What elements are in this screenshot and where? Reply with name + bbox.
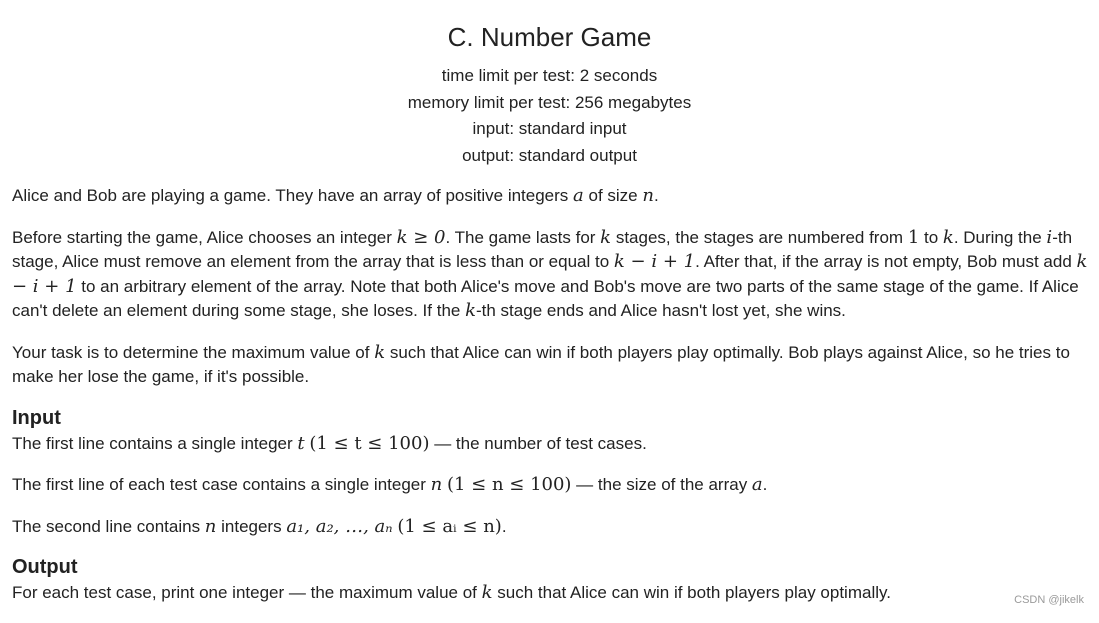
math-t-range: (1 ≤ t ≤ 100) (309, 432, 430, 454)
input-section-title: Input (12, 406, 61, 429)
statement-paragraph-3 (12, 341, 1090, 390)
text: stages, the stages are numbered from (611, 227, 908, 247)
math-a: a (751, 474, 763, 495)
text: . The game lasts for (445, 227, 601, 247)
problem-title: C. Number Game (447, 22, 652, 52)
math-k-ge-0: k ≥ 0 (396, 226, 446, 248)
text: The first line contains a single integer (12, 433, 298, 453)
text: Alice and Bob are playing a game. They have an array of positive integers (12, 186, 574, 205)
input-line-1 (12, 432, 1090, 457)
problem-header (0, 20, 1099, 169)
text: such that Alice can win if both players play optimally. (492, 583, 891, 602)
text: -th stage ends and Alice hasn't lost yet, she wins. (476, 301, 846, 320)
text: Your task is to determine the maximum value of (12, 342, 375, 362)
input-spec: input: standard input (472, 119, 627, 138)
math-n: n (430, 474, 443, 495)
time-limit: time limit per test: 2 seconds (441, 66, 658, 85)
text: of size (583, 186, 643, 205)
math-t: t (297, 432, 305, 454)
text: to (919, 227, 943, 247)
problem-statement (12, 184, 1090, 623)
math-n-range: (1 ≤ n ≤ 100) (446, 474, 572, 495)
text: — the size of the array (571, 475, 752, 494)
math-n: n (642, 185, 654, 206)
math-k-minus-i-plus-1: k − i + 1 (613, 251, 696, 272)
text: For each test case, print one integer — the maximum value of (12, 583, 482, 602)
text: integers (216, 516, 287, 536)
math-k: k (600, 226, 612, 248)
text: such that Alice can win if both players play optimally. Bob plays against Alice, so he tries to make her lose the game, if it's possible. (12, 342, 1070, 386)
csdn-watermark: CSDN @jikelk (1014, 594, 1084, 606)
math-one: 1 (907, 226, 920, 248)
input-line-2 (12, 473, 1090, 498)
text: Before starting the game, Alice chooses an integer (12, 227, 397, 247)
text: . (501, 516, 507, 536)
statement-paragraph-1 (12, 184, 1090, 209)
output-section-title: Output (12, 556, 78, 578)
memory-limit: memory limit per test: 256 megabytes (407, 92, 692, 112)
text: — the number of test cases. (429, 433, 647, 453)
text: The first line of each test case contains a single integer (12, 475, 431, 494)
text: to an arbitrary element of the array. Note that both Alice's move and Bob's move are two parts of the same stage of the game. If Alice can't delete an element during some stage, she loses. If the (12, 276, 1079, 320)
math-i: i (1046, 226, 1053, 248)
output-line-1 (12, 581, 1090, 606)
output-spec: output: standard output (462, 145, 637, 165)
input-line-3 (12, 515, 1090, 540)
text: The second line contains (12, 516, 205, 536)
text: . (653, 186, 659, 205)
math-k: k (465, 300, 476, 321)
math-k: k (481, 582, 493, 603)
math-k: k (374, 341, 386, 363)
statement-paragraph-2 (12, 226, 1090, 324)
math-n: n (204, 515, 217, 537)
math-ai-range: (1 ≤ aᵢ ≤ n) (397, 515, 502, 537)
math-k-minus-i-plus-1: k − i + 1 (12, 251, 1088, 297)
text: . During the (953, 227, 1047, 247)
math-a: a (573, 185, 584, 206)
math-k: k (942, 226, 954, 248)
text: . (762, 475, 768, 494)
text: . After that, if the array is not empty, Bob must add (695, 252, 1077, 271)
text: -th stage, Alice must remove an element from the array that is less than or equal to (12, 227, 1073, 271)
math-array-seq: a₁, a₂, …, aₙ (286, 515, 393, 537)
